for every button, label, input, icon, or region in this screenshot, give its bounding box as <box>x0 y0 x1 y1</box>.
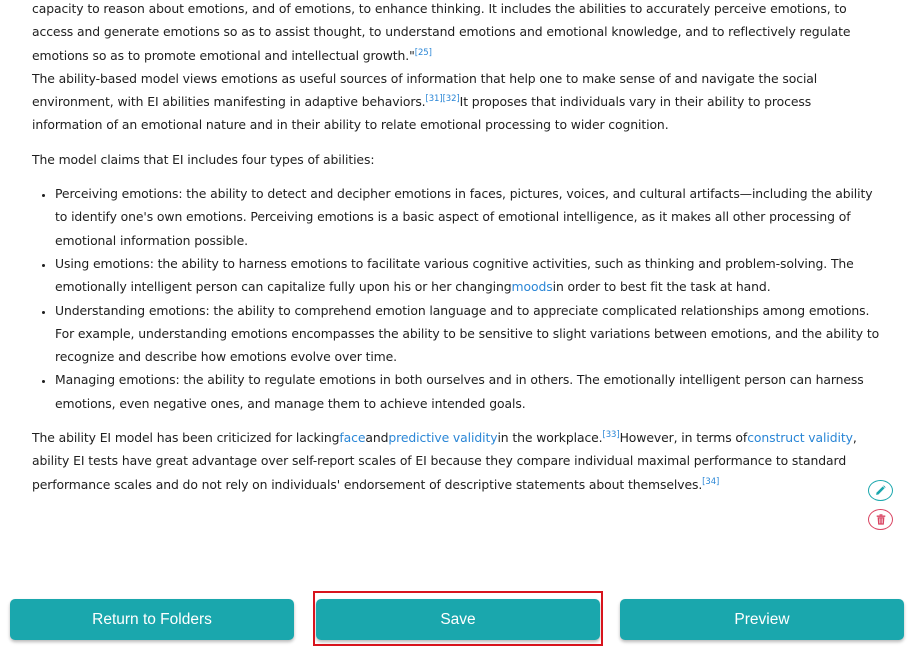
preview-button[interactable]: Preview <box>620 599 904 640</box>
paragraph-text: The ability EI model has been criticized for lacking <box>32 430 340 446</box>
list-item <box>55 368 880 415</box>
paragraph-text: , ability EI tests have great advantage over self-report scales of EI because they compare individual maximal performance to standard performance scales and do not rely on individuals' endorsement of descriptive statements about themselves. <box>32 430 857 492</box>
delete-button[interactable] <box>868 509 893 530</box>
list-item <box>55 299 880 369</box>
paragraph-text: The ability-based model views emotions as useful sources of information that help one to make sense of and navigate the social environment, with EI abilities manifesting in adaptive behaviors. <box>32 70 818 110</box>
paragraph-four-abilities: The model claims that EI includes four types of abilities: <box>32 151 375 167</box>
citation-link[interactable]: [25] <box>414 47 432 58</box>
pencil-icon <box>875 485 886 496</box>
edit-button[interactable] <box>868 480 893 501</box>
trash-icon <box>876 514 886 525</box>
citation-link[interactable]: [31] <box>425 94 443 105</box>
list-item-text: Perceiving emotions: the ability to detect and decipher emotions in faces, pictures, voices, and cultural artifacts—including the ability to identify one's own emotions. Perceiving emotions is a basic aspect of emotional intelligence, as it makes all other processing of emotional information possible. <box>55 186 873 248</box>
list-item <box>55 182 880 252</box>
list-item-text: Managing emotions: the ability to regulate emotions in both ourselves and in others. The emotionally intelligent person can harness emotions, even negative ones, and manage them to achieve intended goals. <box>55 372 864 411</box>
predictive-validity-link[interactable]: predictive validity <box>388 430 498 446</box>
list-item-text: in order to best fit the task at hand. <box>552 279 771 295</box>
list-item-text: Using emotions: the ability to harness emotions to facilitate various cognitive activities, such as thinking and problem-solving. The emotionally intelligent person can capitalize fully upon his or her changing <box>55 255 854 295</box>
moods-link[interactable]: moods <box>511 279 553 295</box>
return-to-folders-button[interactable]: Return to Folders <box>10 599 294 640</box>
paragraph-text: However, in terms of <box>619 430 748 446</box>
face-validity-link[interactable]: face <box>339 430 366 446</box>
paragraph-text: It proposes that individuals vary in their ability to process information of an emotional nature and in their ability to relate emotional processing to wider cognition. <box>32 94 812 133</box>
paragraph-criticism <box>32 426 880 496</box>
citation-link[interactable]: [32] <box>442 94 460 105</box>
paragraph-text: and <box>365 430 389 446</box>
citation-link[interactable]: [33] <box>602 430 620 441</box>
paragraph-text: capacity to reason about emotions, and of emotions, to enhance thinking. It includes the abilities to accurately perceive emotions, to access and generate emotions so as to assist thought, to understand emotions and emotional knowledge, and to reflectively regulate emotions so as to promote emotional and intellectual growth." <box>32 1 851 63</box>
construct-validity-link[interactable]: construct validity <box>747 430 853 446</box>
article-content <box>32 0 880 496</box>
citation-link[interactable]: [34] <box>702 476 720 487</box>
paragraph-ability-model <box>32 67 880 137</box>
list-item-text: Understanding emotions: the ability to comprehend emotion language and to appreciate complicated relationships among emotions. For example, understanding emotions encompasses the ability to be sensitive to slight variations between emotions, and the ability to recognize and describe how emotions evolve over time. <box>55 302 880 365</box>
paragraph-definition <box>32 0 880 67</box>
list-item <box>55 252 880 299</box>
save-button[interactable]: Save <box>316 599 600 640</box>
paragraph-text: in the workplace. <box>497 430 603 446</box>
abilities-list <box>32 182 880 415</box>
